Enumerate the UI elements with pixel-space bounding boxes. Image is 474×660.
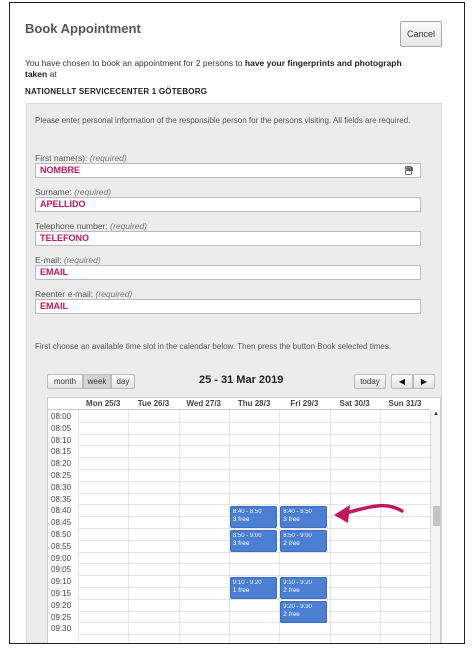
time-row-line	[78, 434, 430, 435]
intro-prefix: You have chosen to book an appointment for 2 persons to	[25, 58, 245, 68]
slot-availability: 2 free	[283, 587, 300, 595]
intro-service: have your fingerprints and photograph taken	[25, 58, 402, 79]
day-header: Tue 26/3	[137, 399, 170, 408]
slot-time: 9:10 - 9:20	[283, 580, 312, 587]
time-label: 08:15	[51, 447, 72, 457]
time-label: 08:10	[51, 435, 72, 445]
first-name-label: First name(s): (required)	[35, 153, 127, 163]
slot-availability: 3 free	[232, 516, 250, 524]
time-slot[interactable]	[280, 577, 327, 599]
today-button[interactable]: today	[354, 374, 386, 389]
time-row-line	[78, 481, 430, 482]
slot-availability: 1 free	[232, 587, 250, 595]
prev-icon: ◀	[398, 377, 406, 386]
email-field[interactable]: EMAIL	[35, 265, 421, 280]
page-title: Book Appointment	[25, 21, 141, 36]
time-slot[interactable]	[230, 530, 277, 552]
time-label: 08:30	[51, 482, 72, 492]
booking-window	[9, 2, 465, 644]
keyboard-icon[interactable]: ⌨	[406, 167, 414, 173]
time-label: 09:20	[51, 600, 72, 610]
time-label: 08:05	[51, 423, 72, 433]
annotation-arrow	[328, 497, 408, 527]
calendar-scrollbar[interactable]	[430, 410, 441, 644]
time-label: 08:55	[51, 541, 72, 551]
time-row-line	[78, 457, 430, 458]
next-week-button[interactable]	[413, 374, 435, 389]
time-label: 09:15	[51, 589, 72, 598]
date-range: 25 - 31 Mar 2019	[199, 374, 284, 386]
time-label: 08:50	[51, 530, 72, 539]
slot-time: 8:40 - 8:50	[283, 509, 312, 516]
view-week-button[interactable]: week	[83, 374, 111, 389]
time-label: 09:05	[51, 565, 72, 575]
slot-availability: 3 free	[232, 540, 250, 547]
day-header: Thu 28/3	[237, 399, 271, 408]
time-slot[interactable]	[230, 577, 277, 599]
slot-time: 8:40 - 8:50	[232, 509, 262, 516]
time-label: 09:25	[51, 612, 72, 622]
reenter-email-label: Reenter e-mail: (required)	[35, 289, 133, 299]
slot-availability: 3 free	[283, 516, 300, 524]
intro-text	[25, 58, 405, 80]
prev-week-button[interactable]	[391, 374, 413, 389]
day-header: Fri 29/3	[290, 399, 319, 408]
slot-time: 9:10 - 9:20	[232, 580, 262, 587]
surname-field[interactable]: APELLIDO	[35, 197, 421, 212]
time-row-line	[78, 469, 430, 470]
time-row-line	[78, 493, 430, 494]
time-label: 09:00	[51, 553, 72, 563]
form-panel	[26, 103, 442, 643]
day-header: Sun 31/3	[388, 399, 422, 408]
time-row-line	[78, 422, 430, 423]
calendar-instructions: First choose an available time slot in the calendar below. Then press the button Book selected times.	[35, 342, 392, 351]
slot-availability: 2 free	[283, 610, 300, 618]
time-row-line	[78, 622, 430, 623]
form-instructions: Please enter personal information of the responsible person for the persons visiting. All fields are required.	[35, 116, 411, 125]
time-label: 08:45	[51, 518, 72, 528]
service-center-name: NATIONELLT SERVICECENTER 1 GÖTEBORG	[25, 87, 208, 96]
intro-suffix: at	[47, 69, 57, 79]
time-label: 08:00	[51, 412, 72, 421]
telephone-label: Telephone number: (required)	[35, 221, 148, 231]
time-row-line	[78, 528, 430, 529]
scrollbar-thumb[interactable]	[433, 506, 440, 526]
day-header: Sat 30/3	[339, 399, 370, 408]
time-slot[interactable]	[280, 506, 327, 528]
time-label: 09:10	[51, 577, 72, 587]
first-name-field[interactable]: NOMBRE ⌨	[35, 163, 421, 178]
time-row-line	[78, 563, 430, 564]
surname-label: Surname: (required)	[35, 187, 112, 197]
slot-time: 9:20 - 9:30	[283, 603, 312, 610]
time-row-line	[78, 634, 430, 635]
day-header: Wed 27/3	[186, 399, 222, 408]
time-label: 08:25	[51, 471, 72, 480]
reenter-email-field[interactable]: EMAIL	[35, 299, 421, 314]
time-label: 09:30	[51, 624, 72, 634]
time-row-line	[78, 611, 430, 612]
time-label: 08:20	[51, 459, 72, 469]
slot-time: 8:50 - 9:00	[283, 533, 312, 539]
time-slot[interactable]	[230, 506, 277, 528]
telephone-field[interactable]: TELEFONO	[35, 231, 421, 246]
slot-time: 8:50 - 9:00	[232, 533, 262, 539]
scroll-up-icon[interactable]: ▲	[433, 411, 439, 417]
time-row-line	[78, 445, 430, 446]
day-header: Mon 25/3	[86, 399, 121, 408]
time-label: 08:40	[51, 506, 72, 516]
time-slot[interactable]	[280, 601, 327, 623]
next-icon: ▶	[420, 377, 428, 386]
time-label: 08:35	[51, 494, 72, 504]
time-slot[interactable]	[280, 530, 327, 552]
view-day-button[interactable]: day	[111, 374, 135, 389]
cancel-button[interactable]: Cancel	[400, 21, 442, 47]
time-row-line	[78, 575, 430, 576]
email-label: E-mail: (required)	[35, 255, 101, 265]
calendar-header	[48, 398, 430, 410]
view-month-button[interactable]: month	[47, 374, 83, 389]
slot-availability: 2 free	[283, 540, 300, 547]
